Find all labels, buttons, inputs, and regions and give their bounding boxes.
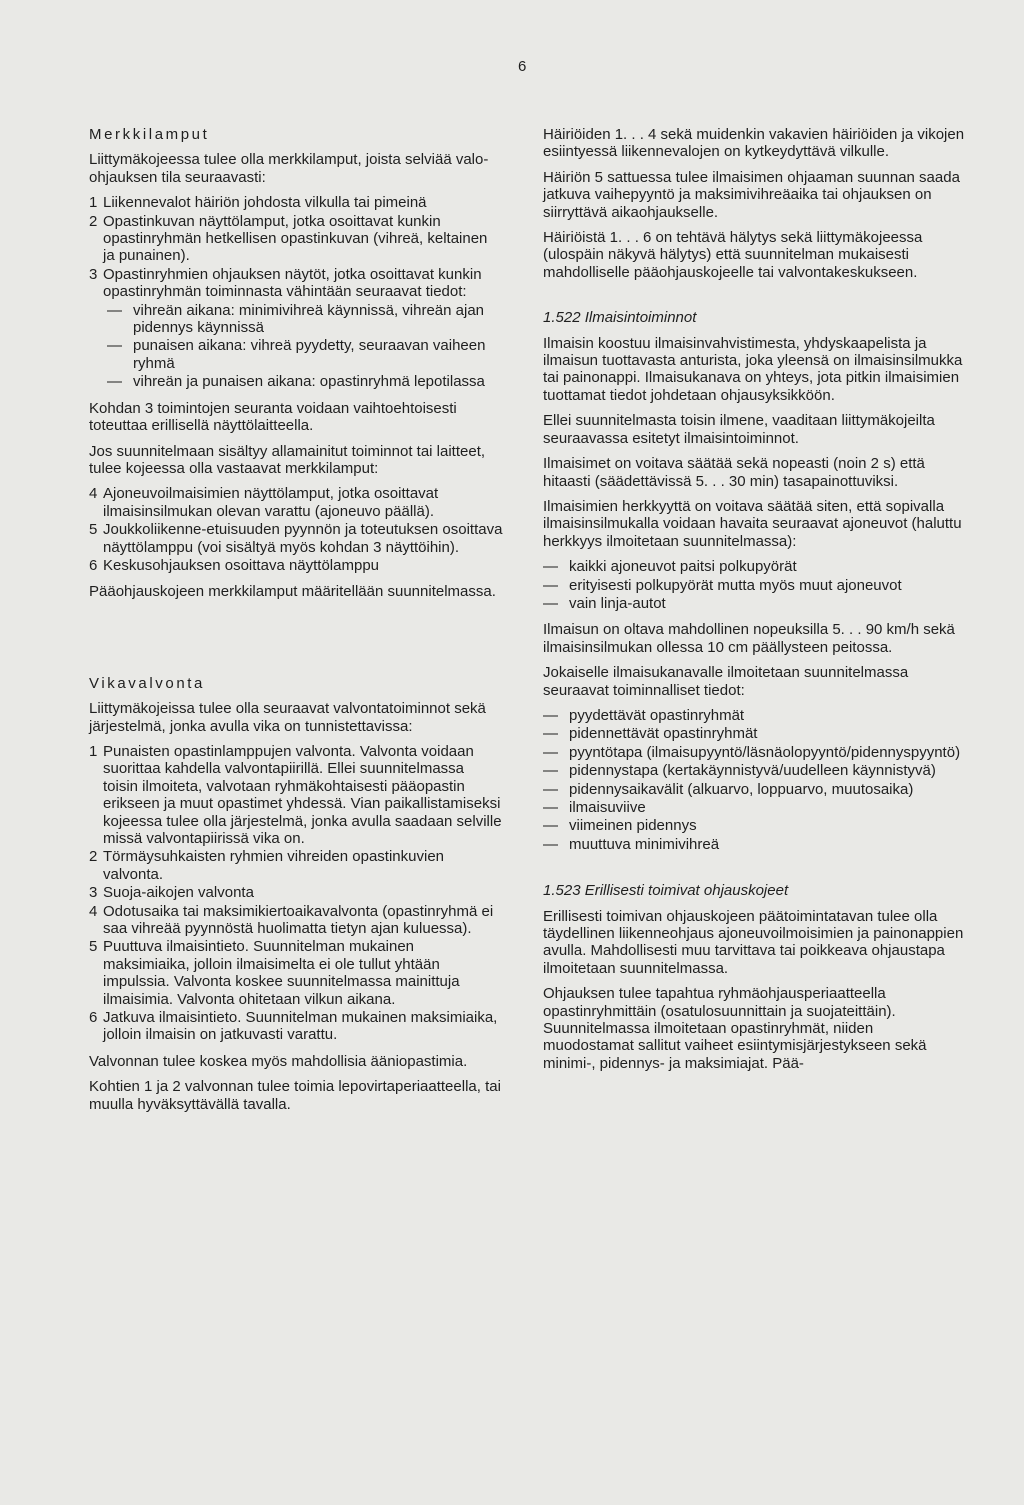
- list-item: 4 Ajoneuvoilmaisimien näyttölamput, jotka osoittavat ilmaisinsilmukan olevan varattu (ajoneuvo päällä).: [89, 485, 439, 520]
- page-number: 6: [518, 58, 527, 75]
- list-item: — vain linja-autot: [543, 594, 666, 612]
- section-heading-vikavalvonta: Vikavalvonta: [89, 674, 205, 692]
- list-item: — viimeinen pidennys: [543, 817, 697, 835]
- list-item: 3 Opastinryhmien ohjauksen näytöt, jotka osoittavat kunkin opastinryhmän toiminnasta vähintään seuraavat tiedot:: [89, 265, 482, 301]
- list-item: 1 Liikennevalot häiriön johdosta vilkulla tai pimeinä: [89, 194, 427, 212]
- paragraph: Ellei suunnitelmasta toisin ilmene, vaaditaan liittymäkojeilta seuraavassa esitetyt ilmaisintoiminnot.: [543, 412, 935, 447]
- list-item: — muuttuva minimivihreä: [543, 835, 720, 853]
- list-item: — pyyntötapa (ilmaisupyyntö/läsnäolopyyntö/pidennyspyyntö): [543, 743, 961, 761]
- paragraph: Pääohjauskojeen merkkilamput määritellään suunnitelmassa.: [89, 583, 496, 601]
- list-item: — ilmaisuviive: [543, 799, 646, 816]
- numbered-list: [89, 194, 503, 300]
- dash-list: [543, 707, 965, 853]
- paragraph: Häiriöistä 1. . . 6 on tehtävä hälytys sekä liittymäkojeessa (ulospäin näkyvä hälytys) että suunnitelman mukaisesti mahdolliselle pääohjauskojeelle tai valvontakeskukseen.: [543, 229, 923, 281]
- list-item: 5 Joukkoliikenne-etuisuuden pyynnön ja toteutuksen osoittava näyttölamppu (voi sisältyä myös kohdan 3 näyttöihin).: [89, 521, 503, 556]
- list-item: — kaikki ajoneuvot paitsi polkupyörät: [543, 558, 797, 576]
- paragraph: Jokaiselle ilmaisukanavalle ilmoitetaan suunnitelmassa seuraavat toiminnalliset tiedot:: [543, 664, 909, 699]
- paragraph: Ilmaisimien herkkyyttä on voitava säätää siten, että sopivalla ilmaisinsilmukalla voidaan havaita seuraavat ajoneuvot (haluttu herkkyys ilmoitetaan suunnitelmassa):: [543, 497, 962, 550]
- list-item: — erityisesti polkupyörät mutta myös muut ajoneuvot: [543, 576, 902, 594]
- list-item: 1 Punaisten opastinlamppujen valvonta. Valvonta voidaan suorittaa kahdella valvontapiirillä. Ellei suunnitelmassa toisin ilmoiteta, valvotaan ryhmäkohtaisesti pääopastin erikseen ja muut opastimet yhdessä. Vian paikallistamiseksi kojeessa tulee olla järjestelmä, jonka avulla saadaan selville missä valvontapiirissä vika on.: [89, 742, 502, 847]
- list-item: — punaisen aikana: vihreä pyydetty, seuraavan vaiheen ryhmä: [107, 337, 486, 372]
- section-heading-ilmaisintoiminnot: 1.522 Ilmaisintoiminnot: [543, 309, 697, 327]
- paragraph: Ilmaisin koostuu ilmaisinvahvistimesta, yhdyskaapelista ja ilmaisun tuottavasta anturista, joka yleensä on ilmaisinsilmukka tai painonappi. Ilmaisukanava on yhteys, jota pitkin ilmaisimien tuottamat tiedot johdetaan ohjausyksikköön.: [543, 334, 963, 404]
- paragraph: Kohtien 1 ja 2 valvonnan tulee toimia lepovirtaperiaatteella, tai muulla hyväksyttävällä tavalla.: [89, 1078, 501, 1113]
- dash-list: [543, 558, 965, 612]
- paragraph: Kohdan 3 toimintojen seuranta voidaan vaihtoehtoisesti toteuttaa erillisellä näyttölaitteella.: [89, 399, 457, 435]
- paragraph: Häiriöiden 1. . . 4 sekä muidenkin vakavien häiriöiden ja vikojen esiintyessä liikennevalojen on kytkeydyttävä vilkulle.: [543, 126, 965, 161]
- list-item: — vihreän aikana: minimivihreä käynnissä, vihreän ajan pidennys käynnissä: [107, 301, 485, 337]
- list-item: — pidennysaikavälit (alkuarvo, loppuarvo, muutosaika): [543, 780, 914, 798]
- list-item: 6 Keskusohjauksen osoittava näyttölamppu: [89, 556, 380, 574]
- section-heading-merkkilamput: Merkkilamput: [89, 126, 210, 143]
- list-item: 4 Odotusaika tai maksimikiertoaikavalvonta (opastinryhmä ei saa vihreää pyynnöstä huolimatta tietyn ajan kuluessa).: [89, 902, 494, 938]
- list-item: 5 Puuttuva ilmaisintieto. Suunnitelman mukainen maksimiaika, jolloin ilmaisimelta ei ole tullut yhtään impulssia. Valvonta koskee suunnitelmassa mainittuja ilmaisimia. Valvonta ohitetaan vilkun aikana.: [89, 938, 460, 1008]
- list-item: — pyydettävät opastinryhmät: [543, 706, 745, 724]
- list-item: 3 Suoja-aikojen valvonta: [89, 884, 254, 902]
- paragraph: Jos suunnitelmaan sisältyy allamainitut toiminnot tai laitteet, tulee kojeessa olla vastaavat merkkilamput:: [89, 442, 486, 477]
- numbered-list: [89, 743, 503, 1044]
- paragraph: Liittymäkojeessa tulee olla merkkilamput, joista selviää valo-ohjauksen tila seuraavasti:: [89, 151, 489, 186]
- numbered-list: [89, 485, 503, 574]
- paragraph: Erillisesti toimivan ohjauskojeen päätoimintatavan tulee olla täydellinen liikenneohjaus ajoneuvoilmoisimien ja painonappien avulla. Mahdollisesti muu tarvittava tai poikkeava ohjaustapa ilmoitetaan suunnitelmassa.: [543, 907, 964, 977]
- paragraph: Liittymäkojeissa tulee olla seuraavat valvontatoiminnot sekä järjestelmä, jonka avulla vika on tunnistettavissa:: [89, 700, 486, 735]
- paragraph: Ohjauksen tulee tapahtua ryhmäohjausperiaatteella opastinryhmittäin (osatulosuunnittain ja suojateittäin). Suunnitelmassa ilmoitetaan opastinryhmät, niiden muodostamat sallitut vaiheet esiintymisjärjestykseen sekä minimi-, pidennys- ja maksimiajat. Pää-: [543, 985, 927, 1072]
- list-item: 2 Törmäysuhkaisten ryhmien vihreiden opastinkuvien valvonta.: [89, 848, 445, 883]
- paragraph: Valvonnan tulee koskea myös mahdollisia ääniopastimia.: [89, 1052, 468, 1070]
- left-column: [89, 126, 503, 1121]
- list-item: 6 Jatkuva ilmaisintieto. Suunnitelman mukainen maksimiaika, jolloin ilmaisin on jatkuvasti varattu.: [89, 1009, 498, 1044]
- section-heading-erillisesti-toimivat-ohjauskojeet: 1.523 Erillisesti toimivat ohjauskojeet: [543, 882, 789, 900]
- paragraph: Ilmaisun on oltava mahdollinen nopeuksilla 5. . . 90 km/h sekä ilmaisinsilmukan ollessa 10 cm päällysteen peitossa.: [543, 621, 955, 656]
- dash-list: [89, 302, 503, 391]
- list-item: — pidennystapa (kertakäynnistyvä/uudelleen käynnistyvä): [543, 762, 936, 780]
- paragraph: Häiriön 5 sattuessa tulee ilmaisimen ohjaaman suunnan saada jatkuva vaihepyyntö ja maksimivihreäaika tai ohjauksen on siirryttävä aikaohjaukselle.: [543, 168, 960, 221]
- list-item: 2 Opastinkuvan näyttölamput, jotka osoittavat kunkin opastinryhmän hetkellisen opastinkuvan (vihreä, keltainen ja punainen).: [89, 212, 488, 265]
- right-column: [543, 126, 965, 1080]
- list-item: — vihreän ja punaisen aikana: opastinryhmä lepotilassa: [107, 373, 485, 391]
- list-item: — pidennettävät opastinryhmät: [543, 725, 758, 743]
- paragraph: Ilmaisimet on voitava säätää sekä nopeasti (noin 2 s) että hitaasti (säädettävissä 5. . . 30 min) tasapainottuviksi.: [543, 455, 925, 490]
